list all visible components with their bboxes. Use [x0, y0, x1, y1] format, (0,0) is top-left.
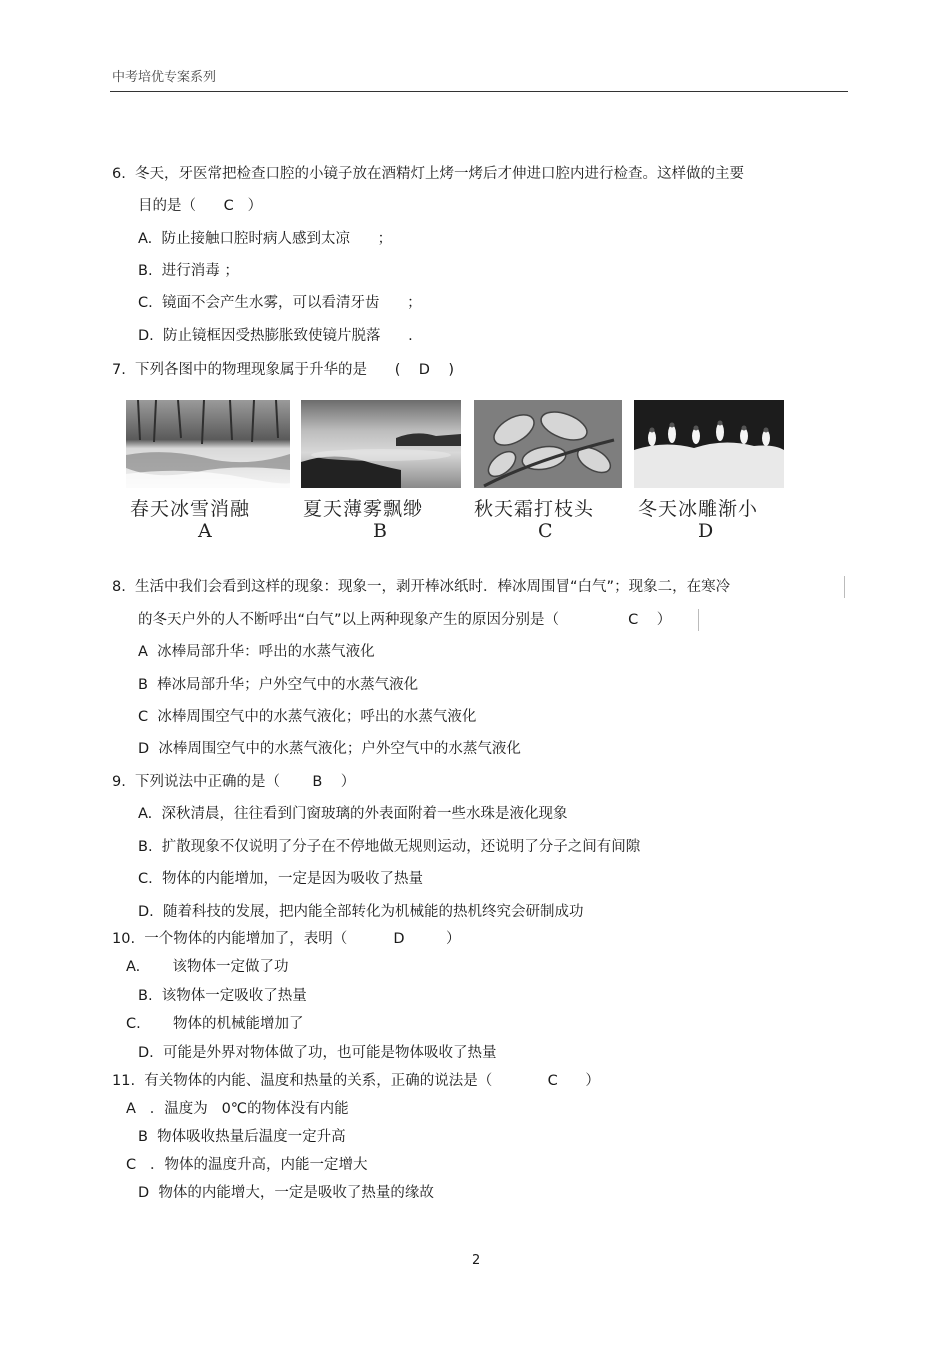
figure-b-letter: B — [373, 520, 387, 542]
figure-a-caption: 春天冰雪消融 — [130, 498, 251, 520]
q6-option-a: A. 防止接触口腔时病人感到太凉 ； — [138, 231, 393, 247]
q11-option-c: C ．物体的温度升高，内能一定增大 — [126, 1157, 368, 1173]
q9-option-a: A. 深秋清晨，往往看到门窗玻璃的外表面附着一些水珠是液化现象 — [138, 806, 568, 822]
q8-option-b: B 棒冰局部升华；户外空气中的水蒸气液化 — [138, 677, 419, 693]
q7-stem: 7. 下列各图中的物理现象属于升华的是 ( D ) — [112, 362, 455, 378]
q8-stem-line2: 的冬天户外的人不断呼出“白气”以上两种现象产生的原因分别是（ C ） — [138, 612, 672, 628]
figure-a-letter: A — [198, 520, 212, 542]
q8-option-a: A 冰棒局部升华：呼出的水蒸气液化 — [138, 644, 375, 660]
q10-option-d: D. 可能是外界对物体做了功，也可能是物体吸收了热量 — [138, 1045, 497, 1061]
header-rule — [110, 91, 848, 92]
series-title: 中考培优专案系列 — [112, 70, 217, 85]
q10-option-c: C. 物体的机械能增加了 — [126, 1016, 304, 1032]
q11-option-a: A ．温度为 0℃的物体没有内能 — [126, 1101, 349, 1117]
frost-leaves-photo — [474, 400, 622, 488]
snow-melting-photo — [126, 400, 290, 488]
q6-option-c: C. 镜面不会产生水雾，可以看清牙齿 ； — [138, 295, 422, 311]
q8-option-d: D 冰棒周围空气中的水蒸气液化；户外空气中的水蒸气液化 — [138, 741, 521, 757]
q11-option-b: B 物体吸收热量后温度一定升高 — [138, 1129, 346, 1145]
q10-stem: 10. 一个物体的内能增加了，表明（ D ） — [112, 931, 461, 947]
q6-stem-line1: 6. 冬天，牙医常把检查口腔的小镜子放在酒精灯上烤一烤后才伸进口腔内进行检查。这样做的主要 — [112, 166, 745, 182]
q9-option-b: B. 扩散现象不仅说明了分子在不停地做无规则运动，还说明了分子之间有间隙 — [138, 839, 641, 855]
q8-option-c: C 冰棒周围空气中的水蒸气液化；呼出的水蒸气液化 — [138, 709, 477, 725]
q8-stem-line1: 8. 生活中我们会看到这样的现象：现象一，剥开棒冰纸时．棒冰周围冒“白气”；现象二，在寒冷 — [112, 579, 731, 595]
q9-option-d: D. 随着科技的发展，把内能全部转化为机械能的热机终究会研制成功 — [138, 904, 584, 920]
ice-sculpture-photo — [634, 400, 784, 488]
q7-figure-strip — [126, 400, 788, 548]
margin-mark-right — [844, 576, 845, 598]
q9-stem: 9. 下列说法中正确的是（ B ） — [112, 774, 356, 790]
q6-stem-line2: 目的是（ C ） — [138, 198, 263, 214]
figure-c-caption: 秋天霜打枝头 — [474, 498, 595, 520]
figure-d-caption: 冬天冰雕渐小 — [638, 498, 759, 520]
q6-option-b: B. 进行消毒 ； — [138, 263, 239, 279]
q6-option-d: D. 防止镜框因受热膨胀致使镜片脱落 . — [138, 328, 413, 344]
q10-option-b: B. 该物体一定吸收了热量 — [138, 988, 307, 1004]
figure-d-letter: D — [698, 520, 714, 542]
q9-option-c: C. 物体的内能增加，一定是因为吸收了热量 — [138, 871, 423, 887]
q11-option-d: D 物体的内能增大，一定是吸收了热量的缘故 — [138, 1185, 434, 1201]
figure-b-caption: 夏天薄雾飘缈 — [303, 498, 424, 520]
figure-c-letter: C — [538, 520, 553, 542]
page-number: 2 — [472, 1253, 481, 1268]
mist-seascape-photo — [301, 400, 461, 488]
margin-mark-inline — [698, 609, 699, 631]
q10-option-a: A. 该物体一定做了功 — [126, 959, 289, 975]
q11-stem: 11. 有关物体的内能、温度和热量的关系，正确的说法是（ C ） — [112, 1073, 600, 1089]
